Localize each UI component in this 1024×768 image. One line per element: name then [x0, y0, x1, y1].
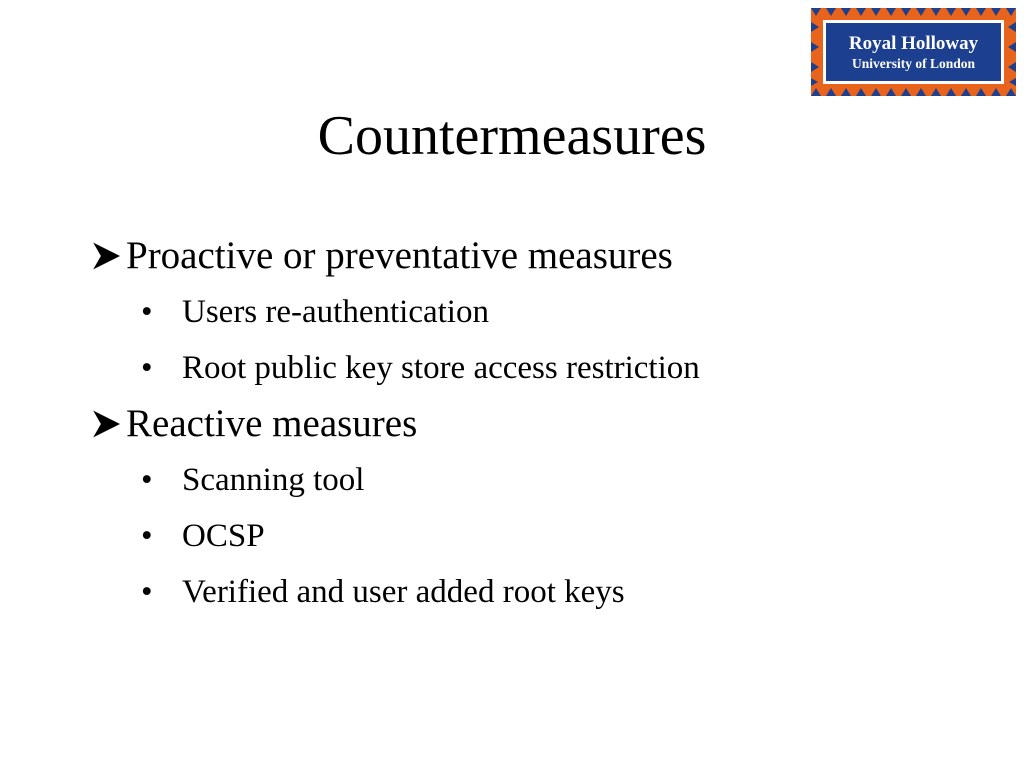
- list-item-text: Verified and user added root keys: [182, 574, 625, 610]
- sub-list: [126, 284, 986, 396]
- bullet-dot-icon: •: [141, 350, 153, 386]
- list-item-text: OCSP: [182, 518, 265, 554]
- bullet-dot-icon: •: [141, 574, 153, 610]
- arrow-bullet-icon: [88, 406, 124, 442]
- list-item: [137, 452, 986, 508]
- logo-line2: University of London: [851, 56, 976, 71]
- bullet-dot-icon: •: [141, 462, 153, 498]
- sub-list: [126, 452, 986, 620]
- list-item: [137, 284, 986, 340]
- section-proactive: [86, 232, 986, 396]
- list-item: [137, 508, 986, 564]
- bullet-dot-icon: •: [141, 518, 153, 554]
- list-item: [137, 340, 986, 396]
- list-item: [137, 564, 986, 620]
- bullet-dot-icon: •: [141, 294, 153, 330]
- slide-title: Countermeasures: [317, 105, 707, 167]
- list-item-text: Scanning tool: [182, 462, 365, 498]
- section-heading: Proactive or preventative measures: [126, 234, 673, 277]
- list-item-text: Users re-authentication: [182, 294, 489, 330]
- arrow-bullet-icon: [88, 238, 124, 274]
- royal-holloway-logo: [811, 8, 1016, 96]
- list-item-text: Root public key store access restriction: [182, 350, 700, 386]
- logo-line1: Royal Holloway: [848, 33, 979, 54]
- bullet-list: [86, 232, 986, 624]
- section-reactive: [86, 400, 986, 620]
- section-heading: Reactive measures: [126, 402, 418, 445]
